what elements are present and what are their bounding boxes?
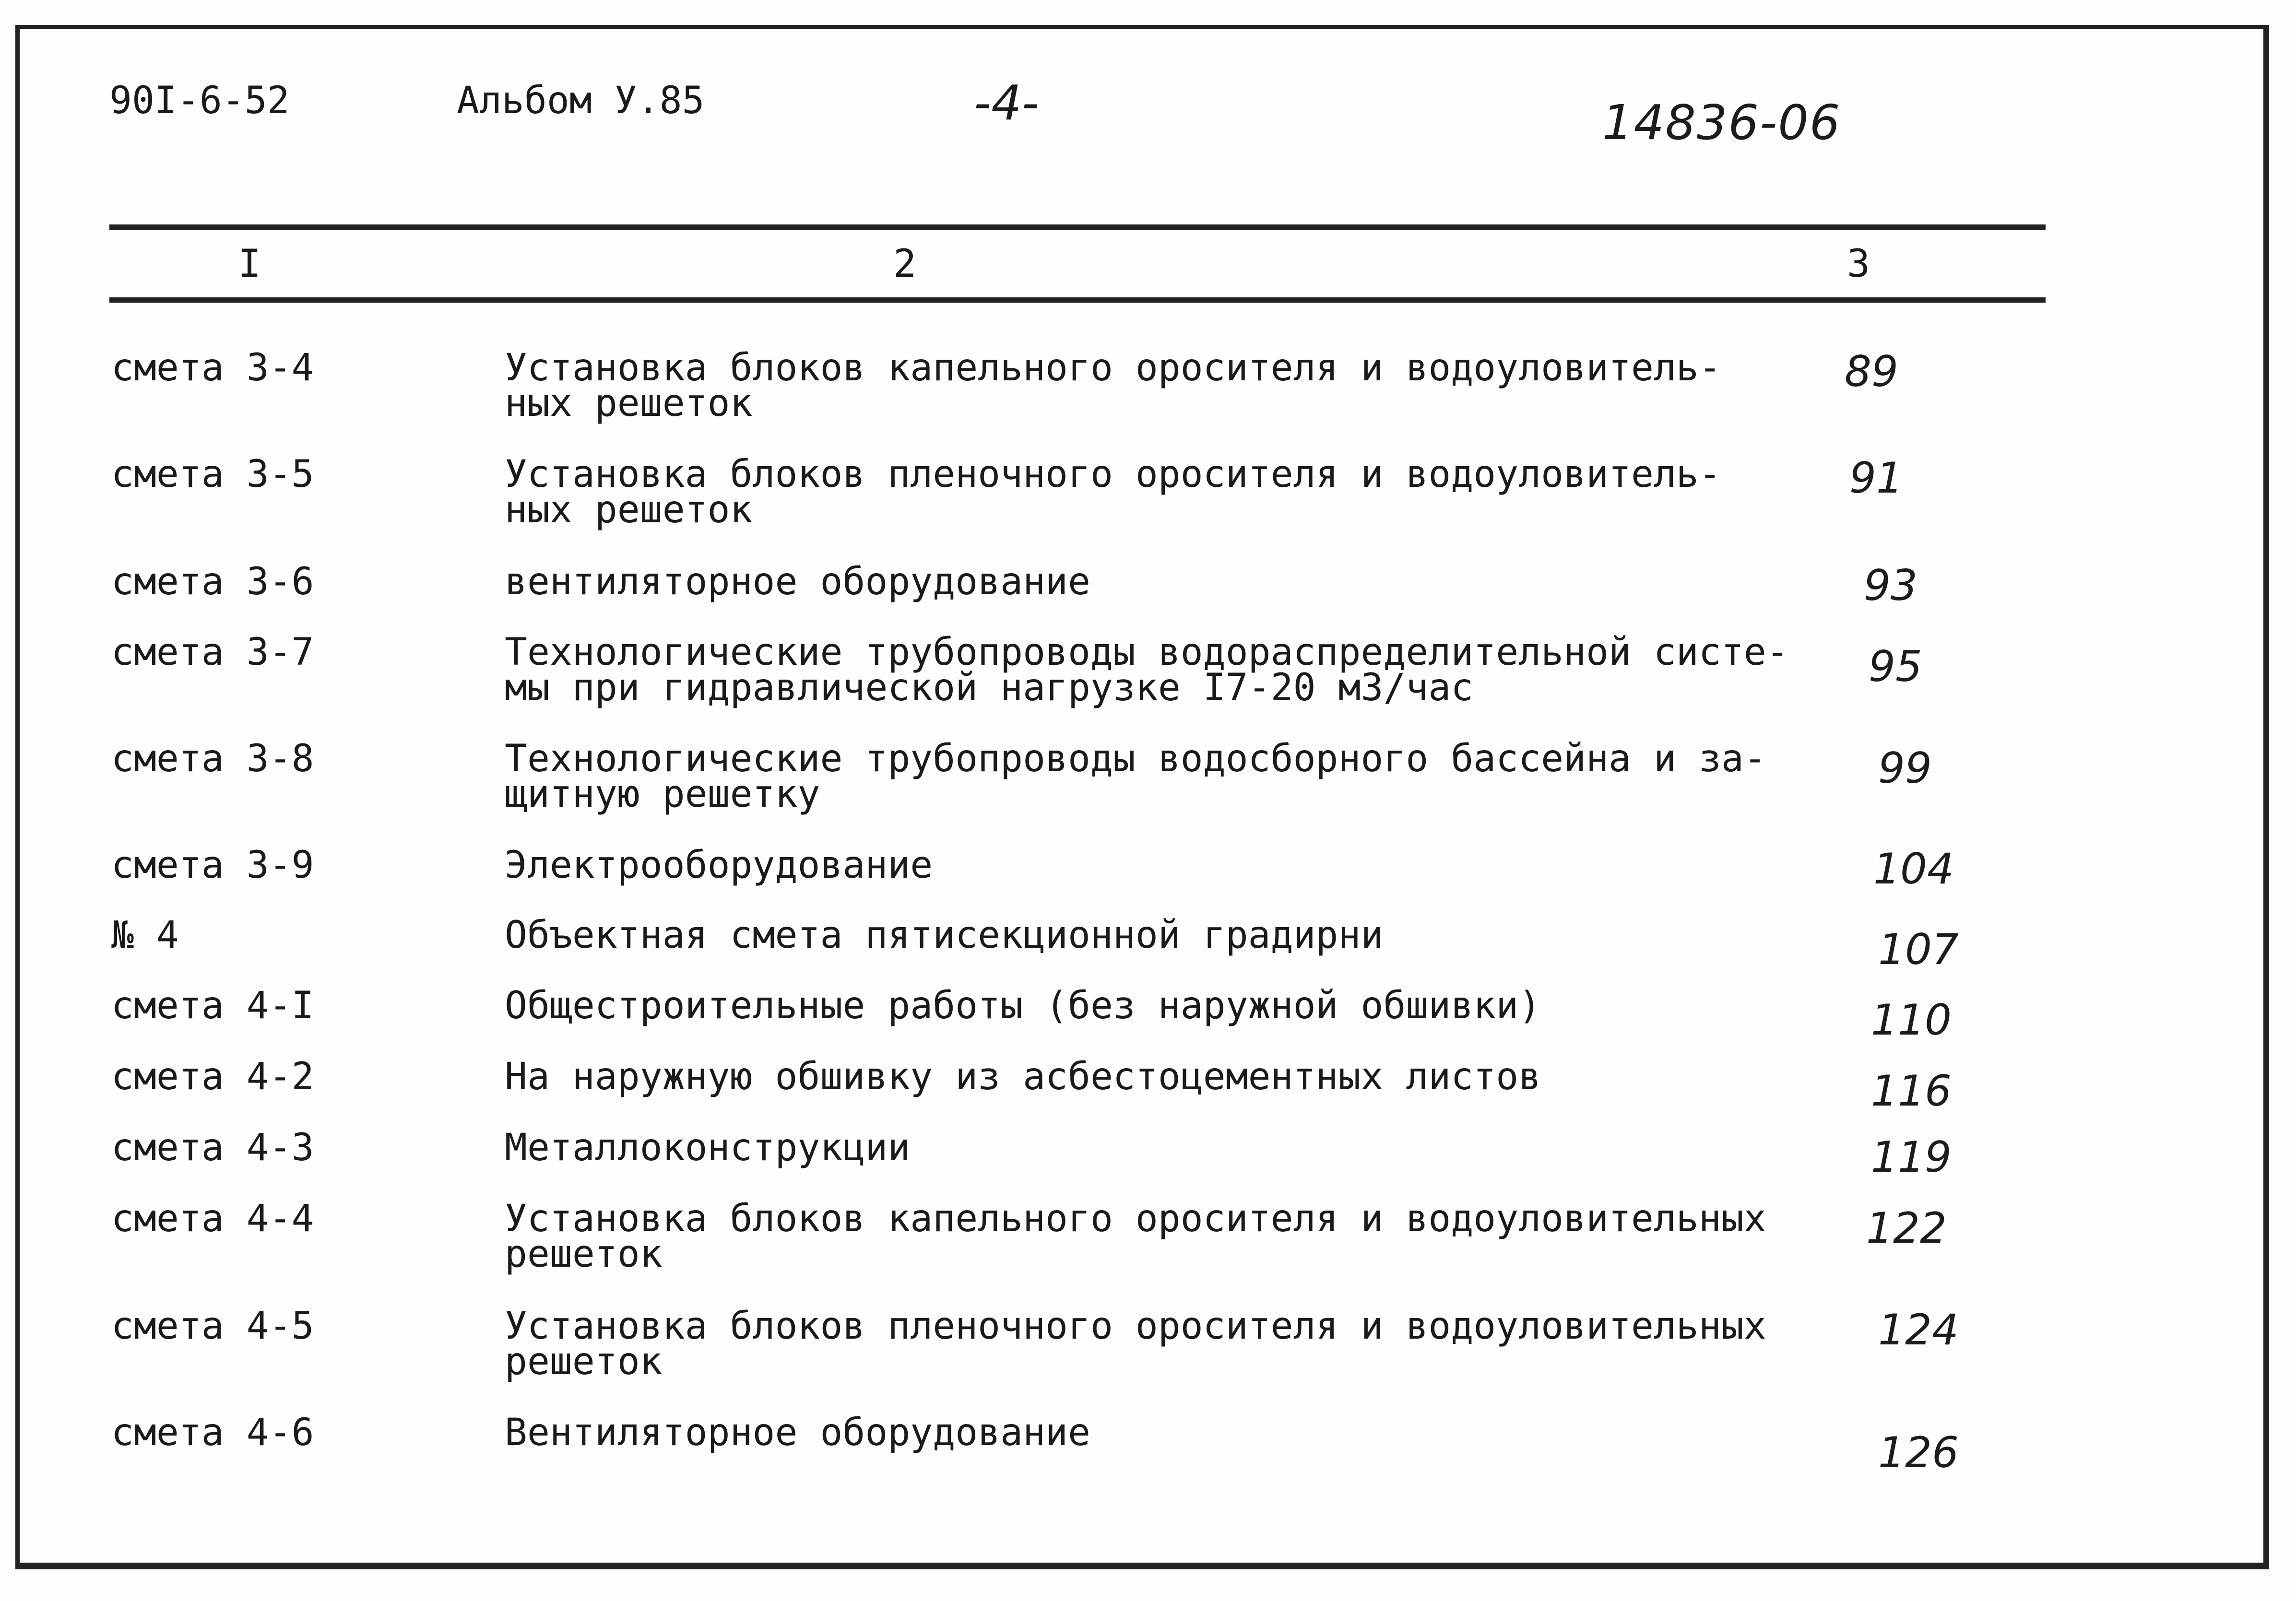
estimate-id: смета 3-5 bbox=[111, 453, 314, 496]
estimate-id: смета 3-6 bbox=[111, 560, 314, 603]
page-ref: 104 bbox=[1873, 844, 1954, 894]
page-ref: 124 bbox=[1878, 1305, 1959, 1354]
column-header-1: I bbox=[238, 241, 261, 286]
doc-code: 90I-6-52 bbox=[109, 79, 290, 122]
page-ref: 93 bbox=[1864, 561, 1917, 610]
estimate-title: Общестроительные работы (без наружной обшивки) bbox=[505, 984, 1541, 1027]
estimate-title: На наружную обшивку из асбестоцементных листов bbox=[505, 1055, 1541, 1098]
estimate-id: смета 4-5 bbox=[111, 1305, 314, 1348]
estimate-title: Технологические трубопроводы водосборного бассейна и за- щитную решетку bbox=[505, 737, 1766, 816]
page-ref: 126 bbox=[1878, 1428, 1959, 1477]
page-ref: 91 bbox=[1849, 453, 1903, 503]
estimate-id: смета 3-4 bbox=[111, 346, 314, 389]
column-header-3: 3 bbox=[1847, 241, 1870, 286]
estimate-title: Установка блоков пленочного оросителя и водоуловительных решеток bbox=[505, 1305, 1766, 1383]
table-top-rule bbox=[109, 224, 2046, 230]
estimate-id: смета 4-3 bbox=[111, 1126, 314, 1169]
estimate-id: смета 4-I bbox=[111, 984, 314, 1027]
page-ref: 119 bbox=[1871, 1132, 1952, 1182]
estimate-id: смета 3-8 bbox=[111, 737, 314, 780]
page-ref: 122 bbox=[1866, 1203, 1947, 1253]
registration-number: 14836-06 bbox=[1602, 94, 1841, 151]
estimate-title: Электрооборудование bbox=[505, 844, 933, 887]
table-header-rule bbox=[109, 297, 2046, 303]
page-ref: 116 bbox=[1871, 1066, 1952, 1116]
estimate-title: Металлоконструкции bbox=[505, 1126, 911, 1169]
album-label: Альбом У.85 bbox=[457, 79, 705, 122]
page-number: -4- bbox=[974, 75, 1039, 131]
estimate-id: смета 3-9 bbox=[111, 844, 314, 887]
estimate-id: смета 4-2 bbox=[111, 1055, 314, 1098]
page-ref: 89 bbox=[1845, 347, 1898, 396]
estimate-title: Установка блоков капельного оросителя и водоуловитель- ных решеток bbox=[505, 346, 1721, 425]
page-ref: 99 bbox=[1878, 743, 1932, 793]
estimate-title: Технологические трубопроводы водораспределительной систе- мы при гидравлической нагрузке I7-20 м3/час bbox=[505, 631, 1789, 709]
column-header-2: 2 bbox=[893, 241, 917, 286]
estimate-id: смета 4-4 bbox=[111, 1197, 314, 1240]
estimate-title: Установка блоков капельного оросителя и водоуловительных решеток bbox=[505, 1197, 1766, 1276]
estimate-title: Вентиляторное оборудование bbox=[505, 1411, 1090, 1454]
estimate-id: № 4 bbox=[111, 914, 179, 957]
page-ref: 110 bbox=[1871, 995, 1952, 1045]
page-ref: 95 bbox=[1869, 642, 1922, 691]
estimate-title: вентиляторное оборудование bbox=[505, 560, 1090, 603]
estimate-id: смета 4-6 bbox=[111, 1411, 314, 1454]
estimate-title: Установка блоков пленочного оросителя и водоуловитель- ных решеток bbox=[505, 453, 1721, 531]
estimate-title: Объектная смета пятисекционной градирни bbox=[505, 914, 1384, 957]
page-ref: 107 bbox=[1878, 925, 1959, 974]
estimate-id: смета 3-7 bbox=[111, 631, 314, 674]
